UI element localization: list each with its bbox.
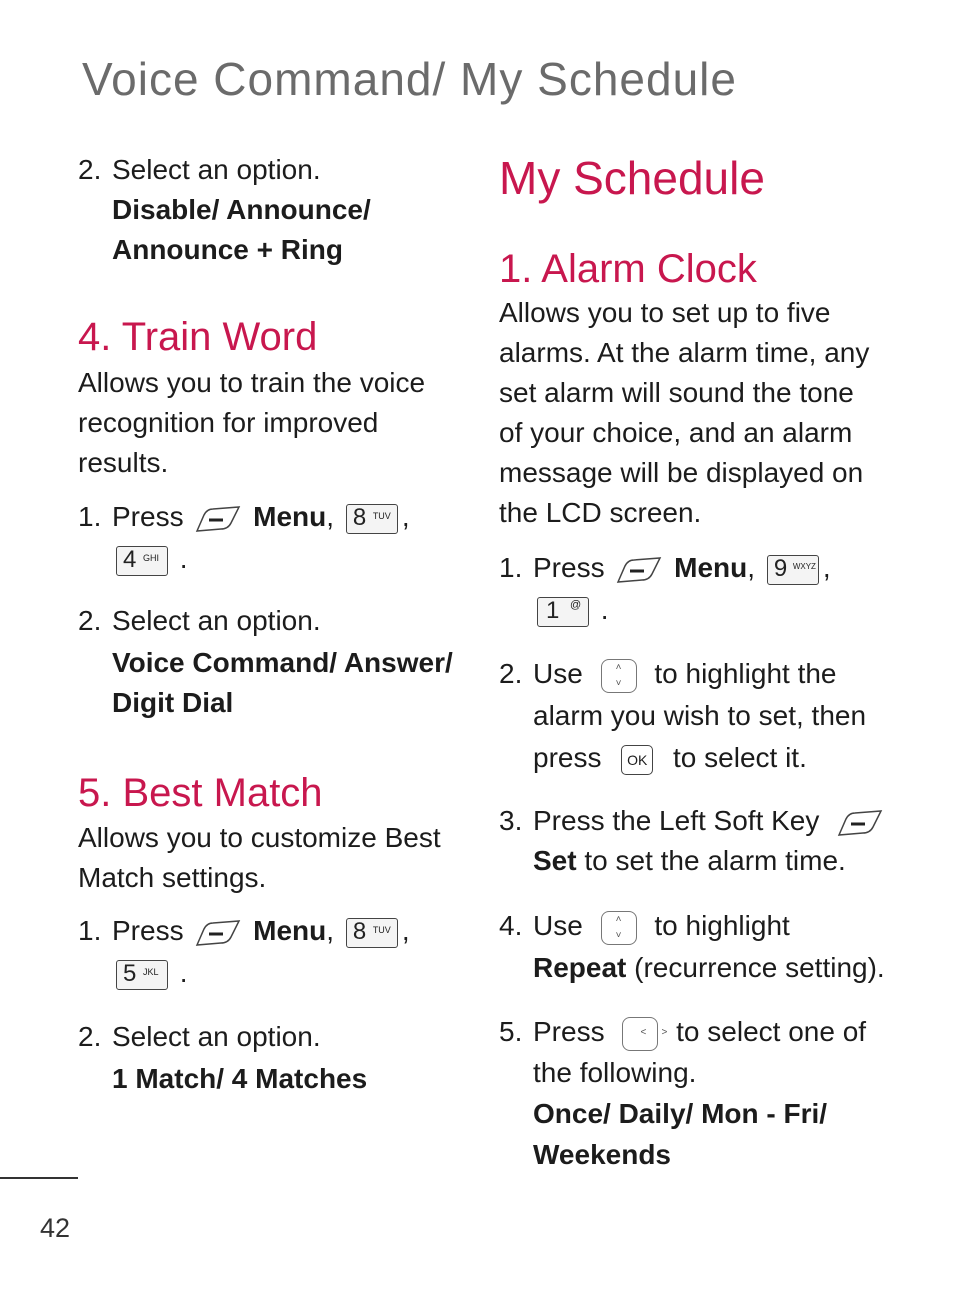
alarm-clock-desc: Allows you to set up to five alarms. At the alarm time, any set alarm will sound the tone of your choice, and an alarm message will be displayed on the LCD screen.	[499, 297, 870, 528]
alarm-step-2	[499, 653, 899, 779]
comma: ,	[326, 501, 335, 532]
step-number: 2.	[78, 154, 102, 185]
nav-left-right-key-icon: ˂ ˃	[622, 1017, 658, 1051]
step-number: 1.	[499, 552, 523, 583]
alarm-clock-heading: 1. Alarm Clock	[499, 247, 757, 291]
step-number: 2.	[499, 658, 523, 689]
train-word-options: Voice Command/ Answer/ Digit Dial	[112, 647, 453, 718]
key-digit: 9	[773, 554, 788, 582]
key-1-voicemail-icon	[537, 597, 589, 627]
use-label: Use	[533, 658, 583, 689]
menu-label: Menu	[674, 552, 748, 583]
comma: ,	[401, 915, 410, 946]
press-label: Press	[533, 1016, 605, 1047]
step-text: Press the Left Soft Key	[533, 805, 820, 836]
key-digit: 1	[546, 596, 560, 624]
footer-rule	[0, 1177, 78, 1179]
key-letters: GHI	[143, 552, 160, 563]
step-text: (recurrence setting).	[634, 952, 885, 983]
train-word-desc: Allows you to train the voice recognition for improved results.	[78, 367, 426, 478]
press-label: Press	[112, 915, 184, 946]
key-digit: 4	[123, 545, 137, 573]
comma: ,	[401, 501, 410, 532]
step-text: to select it.	[673, 742, 807, 773]
key-4-icon	[116, 546, 168, 576]
comma: ,	[822, 552, 831, 583]
key-digit: 5	[123, 959, 137, 987]
left-soft-key-icon	[195, 505, 241, 533]
comma: ,	[326, 915, 335, 946]
best-match-step-2	[78, 1017, 458, 1099]
step-number: 2.	[78, 1021, 102, 1052]
left-soft-key-icon	[195, 919, 241, 947]
key-letters: WXYZ	[792, 561, 816, 571]
period: .	[600, 594, 609, 625]
train-word-heading: 4. Train Word	[78, 315, 318, 359]
press-label: Press	[533, 552, 605, 583]
best-match-step-1	[78, 911, 458, 993]
step-text: to set the alarm time.	[584, 845, 846, 876]
period: .	[179, 543, 188, 574]
key-letters: TUV	[372, 924, 391, 935]
key-8-icon	[346, 504, 398, 534]
key-letters: TUV	[372, 510, 391, 521]
best-match-desc: Allows you to customize Best Match settings.	[78, 822, 441, 893]
nav-up-down-key-icon: ˄ ˅	[601, 659, 637, 693]
menu-label: Menu	[253, 501, 327, 532]
left-soft-key-icon	[837, 809, 883, 837]
step-number: 1.	[78, 501, 102, 532]
set-label: Set	[533, 845, 577, 876]
step-text: Select an option.	[112, 605, 321, 636]
page-header: Voice Command/ My Schedule	[82, 53, 737, 105]
key-8-icon	[346, 918, 398, 948]
step-number: 2.	[78, 605, 102, 636]
key-letters: @	[570, 598, 582, 611]
period: .	[179, 957, 188, 988]
train-word-step-1	[78, 497, 458, 579]
step-text: to highlight the alarm you wish to set, then press	[533, 658, 867, 773]
step-number: 5.	[499, 1016, 523, 1047]
key-9-icon	[767, 555, 819, 585]
key-digit: 8	[352, 503, 367, 531]
best-match-options: 1 Match/ 4 Matches	[112, 1063, 368, 1094]
repeat-label: Repeat	[533, 952, 627, 983]
step-number: 4.	[499, 910, 523, 941]
nav-up-down-key-icon: ˄ ˅	[601, 911, 637, 945]
intro-step	[78, 150, 458, 270]
alarm-step-5	[499, 1011, 899, 1175]
alarm-step-3	[499, 801, 899, 881]
key-digit: 8	[352, 917, 367, 945]
menu-label: Menu	[253, 915, 327, 946]
step-number: 1.	[78, 915, 102, 946]
my-schedule-heading: My Schedule	[499, 152, 765, 204]
left-soft-key-icon	[616, 556, 662, 584]
key-5-icon	[116, 960, 168, 990]
intro-options: Disable/ Announce/ Announce + Ring	[112, 194, 371, 265]
step-number: 3.	[499, 805, 523, 836]
page-number: 42	[40, 1213, 71, 1243]
step-text: to select one of the following.	[533, 1016, 867, 1088]
step-text: Select an option.	[112, 154, 321, 185]
alarm-repeat-options: Once/ Daily/ Mon - Fri/ Weekends	[533, 1098, 828, 1170]
press-label: Press	[112, 501, 184, 532]
step-text: Select an option.	[112, 1021, 321, 1052]
ok-key-icon	[621, 745, 653, 775]
alarm-step-4	[499, 905, 899, 989]
best-match-heading: 5. Best Match	[78, 771, 323, 815]
ok-label: OK	[627, 751, 648, 768]
train-word-step-2	[78, 601, 458, 723]
alarm-step-1	[499, 548, 899, 630]
use-label: Use	[533, 910, 583, 941]
key-letters: JKL	[143, 966, 159, 977]
step-text: to highlight	[654, 910, 790, 941]
comma: ,	[747, 552, 756, 583]
